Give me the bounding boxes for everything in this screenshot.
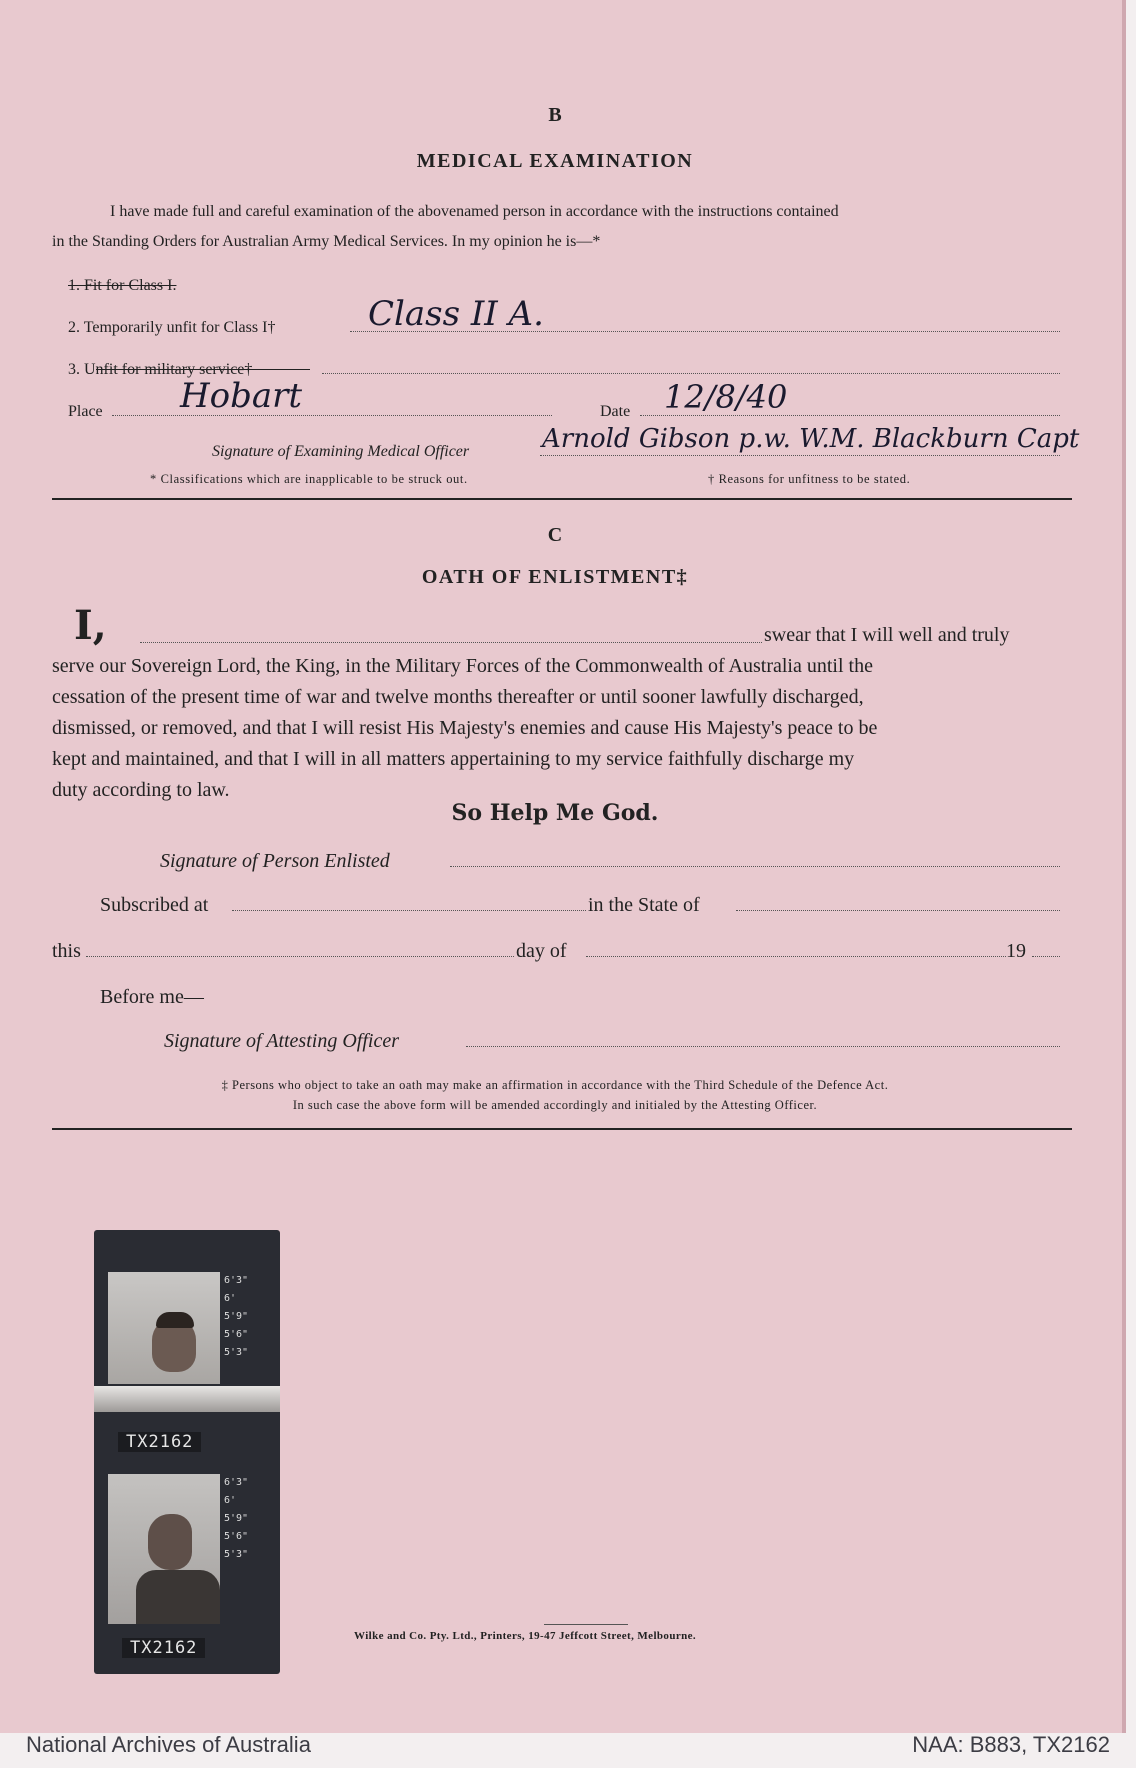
place-handwritten: Hobart — [180, 376, 303, 416]
date-handwritten: 12/8/40 — [664, 378, 788, 416]
intro-line-1: I have made full and careful examination of the abovenamed person in accordance with the instructions contained — [110, 203, 839, 220]
person-enlisted-dotted-line — [450, 866, 1060, 867]
archive-reference: NAA: B883, TX2162 — [912, 1732, 1110, 1757]
subscribed-at-dotted-line — [232, 910, 586, 911]
intro-line-2: in the Standing Orders for Australian Army Medical Services. In my opinion he is—* — [52, 233, 601, 250]
front-hair — [156, 1312, 194, 1328]
year-label: 19 — [1006, 940, 1026, 962]
section-divider-1 — [52, 498, 1072, 500]
item-temp-unfit: 2. Temporarily unfit for Class I† — [68, 319, 276, 336]
medical-officer-signature-label: Signature of Examining Medical Officer — [212, 443, 470, 460]
oath-line-3: cessation of the present time of war and twelve months thereafter or until sooner lawfully discharged, — [52, 686, 864, 708]
year-dotted-line — [1032, 956, 1060, 957]
oath-initial: I, — [74, 602, 107, 649]
photo-front-frame — [108, 1272, 220, 1384]
attesting-officer-label: Signature of Attesting Officer — [164, 1030, 399, 1052]
place-dotted-line — [112, 415, 552, 416]
date-label: Date — [600, 403, 631, 420]
medical-officer-signature: Arnold Gibson p.w. W.M. Blackburn Capt — [542, 424, 1080, 454]
oath-line-1: swear that I will well and truly — [764, 624, 1010, 646]
place-label: Place — [68, 403, 103, 420]
printer-imprint: Wilke and Co. Pty. Ltd., Printers, 19-47 Jeffcott Street, Melbourne. — [354, 1630, 697, 1642]
so-help-me-god: So Help Me God. — [451, 800, 659, 826]
identification-photo-strip — [94, 1230, 280, 1674]
oath-line-2: serve our Sovereign Lord, the King, in the Military Forces of the Commonwealth of Australia until the — [52, 655, 873, 677]
printer-rule — [544, 1624, 628, 1625]
day-of-dotted-line — [586, 956, 1006, 957]
strip-separator — [94, 1386, 280, 1412]
item3-dotted-line — [322, 373, 1060, 374]
item2-handwritten-class: Class II A. — [368, 294, 544, 334]
section-c-letter: C — [547, 524, 563, 546]
medical-examination-title: MEDICAL EXAMINATION — [416, 150, 694, 172]
before-me-label: Before me— — [100, 986, 204, 1008]
height-scale-bottom: 6'3" 6' 5'9" 5'6" 5'3" — [224, 1477, 249, 1560]
oath-line-6: duty according to law. — [52, 779, 230, 801]
section-b-letter: B — [548, 104, 562, 126]
oath-title: OATH OF ENLISTMENT‡ — [421, 566, 689, 588]
item-fit-class-1: 1. Fit for Class I. — [68, 277, 177, 294]
note-strike-out: * Classifications which are inapplicable to be struck out. — [150, 472, 468, 486]
photo-tag-bottom: TX2162 — [122, 1638, 205, 1658]
oath-name-dotted-line — [140, 642, 762, 643]
this-label: this — [52, 940, 81, 962]
affirmation-note-2: In such case the above form will be amended accordingly and initialed by the Attesting Officer. — [292, 1098, 818, 1112]
item3-strike-line — [96, 369, 310, 370]
section-divider-2 — [52, 1128, 1072, 1130]
affirmation-note-1: ‡ Persons who object to take an oath may make an affirmation in accordance with the Third Schedule of the Defence Act. — [221, 1078, 889, 1092]
day-of-label: day of — [516, 940, 567, 962]
in-state-label: in the State of — [588, 894, 700, 916]
item-unfit-military: 3. Unfit for military service† — [68, 361, 253, 378]
photo-tag-top: TX2162 — [118, 1432, 201, 1452]
photo-profile-frame — [108, 1474, 220, 1624]
height-scale-top: 6'3" 6' 5'9" 5'6" 5'3" — [224, 1275, 249, 1358]
person-enlisted-label: Signature of Person Enlisted — [160, 850, 390, 872]
signature-dotted-line — [540, 455, 1060, 456]
archive-name: National Archives of Australia — [26, 1732, 311, 1757]
note-reasons: † Reasons for unfitness to be stated. — [708, 472, 911, 486]
oath-line-4: dismissed, or removed, and that I will resist His Majesty's enemies and cause His Majesty's peace to be — [52, 717, 878, 739]
oath-line-5: kept and maintained, and that I will in all matters appertaining to my service faithfully discharge my — [52, 748, 855, 770]
this-dotted-line — [86, 956, 514, 957]
profile-shoulders — [136, 1570, 220, 1624]
profile-face — [148, 1514, 192, 1570]
state-dotted-line — [736, 910, 1060, 911]
attesting-officer-dotted-line — [466, 1046, 1060, 1047]
subscribed-at-label: Subscribed at — [100, 894, 209, 916]
